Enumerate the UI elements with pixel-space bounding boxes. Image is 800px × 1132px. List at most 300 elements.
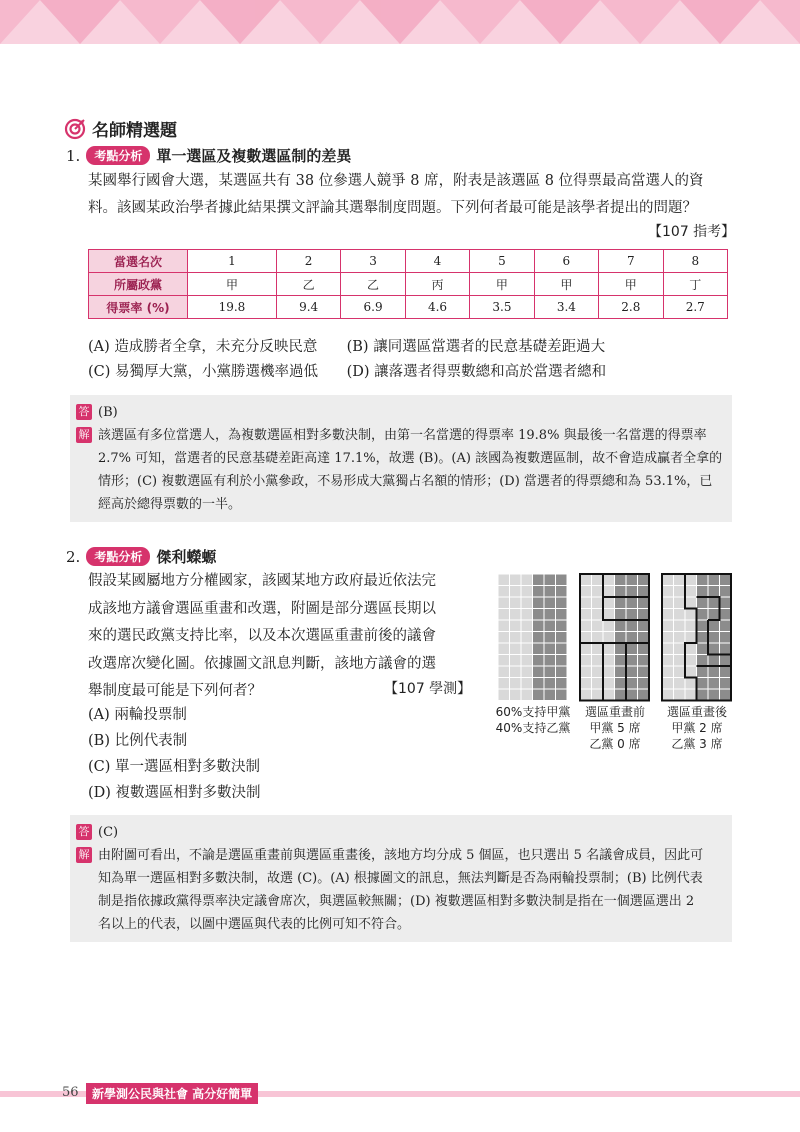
grid-cell: [603, 643, 615, 655]
grid-cell: [533, 678, 545, 690]
grid-cell: [603, 609, 615, 621]
grid-cell: [521, 666, 533, 678]
q2-stem-line: 假設某國屬地方分權國家，該國某地方政府最近依法完: [88, 573, 436, 589]
grid-cell: [580, 609, 592, 621]
grid-cell: [592, 586, 604, 598]
grid-cell: [592, 574, 604, 586]
grid-cell: [592, 632, 604, 644]
q2-option-a: (A) 兩輪投票制: [88, 707, 187, 723]
district-after-grid: [662, 574, 731, 701]
grid-cell: [674, 609, 686, 621]
grid-cell: [626, 655, 638, 667]
grid-cell: [615, 597, 627, 609]
grid-cell: [603, 689, 615, 701]
grid-cell: [533, 609, 545, 621]
table-cell: 19.8: [188, 296, 277, 319]
grid-cell: [592, 620, 604, 632]
q2-tag: 考點分析: [86, 547, 150, 566]
table-cell: 甲: [599, 273, 663, 296]
grid-cell: [685, 574, 697, 586]
q2-stem-line: 成該地方議會選區重畫和改選，附圖是部分選區長期以: [88, 600, 436, 617]
grid-cell: [544, 574, 556, 586]
grid-cell: [556, 678, 568, 690]
grid-cell: [533, 689, 545, 701]
grid-cell: [498, 586, 510, 598]
q2-explain-row: [76, 844, 726, 936]
grid-cell: [674, 620, 686, 632]
table-cell: 7: [599, 250, 663, 273]
grid-cell: [498, 689, 510, 701]
grid-cell: [708, 643, 720, 655]
q1-answer-box: [70, 395, 732, 522]
grid-cell: [626, 666, 638, 678]
grid-cell: [638, 597, 650, 609]
q2-explain-line: 由附圖可看出，不論是選區重畫前與選區重畫後，該地方均分成 5 個區，也只選出 5 名議會成員，因此可: [98, 848, 704, 863]
grid-cell: [615, 609, 627, 621]
grid-cell: [638, 574, 650, 586]
grid-cell: [521, 586, 533, 598]
q1-explain-row: [76, 424, 726, 516]
grid-cell: [615, 643, 627, 655]
grid-cell: [626, 586, 638, 598]
target-icon: [64, 118, 86, 140]
voter-support-grid: [498, 574, 567, 701]
grid-cell: [626, 620, 638, 632]
grid-cell: [674, 643, 686, 655]
q2-answer-row: [76, 821, 726, 844]
grid-cell: [498, 574, 510, 586]
q1-stem: [88, 168, 732, 222]
table-cell: 4.6: [405, 296, 469, 319]
grid-cell: [521, 643, 533, 655]
grid-cell: [720, 689, 732, 701]
grid-cell: [498, 666, 510, 678]
grid-cell: [556, 609, 568, 621]
table-row: [89, 250, 728, 273]
grid-cell: [615, 632, 627, 644]
q1-results-table: [88, 249, 728, 319]
table-row-header: 所屬政黨: [89, 273, 188, 296]
grid-cell: [674, 678, 686, 690]
grid-cell: [697, 666, 709, 678]
grid-cell: [708, 689, 720, 701]
table-cell: 乙: [341, 273, 405, 296]
table-row: [89, 296, 728, 319]
grid-cell: [615, 574, 627, 586]
grid-cell: [521, 574, 533, 586]
figure-label-line: 甲黨 5 席: [589, 721, 641, 735]
grid-cell: [603, 632, 615, 644]
grid-cell: [510, 666, 522, 678]
grid-cell: [685, 678, 697, 690]
grid-cell: [580, 666, 592, 678]
q1-stem-line: 料。該國某政治學者據此結果撰文評論其選舉制度問題。下列何者最可能是該學者提出的問題？: [88, 200, 697, 216]
series-title: 新學測公民與社會 高分好簡單: [86, 1083, 258, 1104]
grid-cell: [674, 597, 686, 609]
q2-explain-line: 名以上的代表，以圖中選區與代表的比例可知不符合。: [98, 917, 411, 932]
grid-cell: [533, 632, 545, 644]
table-cell: 1: [188, 250, 277, 273]
grid-cell: [533, 597, 545, 609]
grid-cell: [638, 655, 650, 667]
grid-cell: [580, 632, 592, 644]
grid-cell: [662, 655, 674, 667]
q2-number: 2.: [66, 547, 81, 566]
grid-cell: [697, 609, 709, 621]
grid-cell: [498, 632, 510, 644]
grid-cell: [592, 655, 604, 667]
explain-badge: 解: [76, 427, 92, 443]
grid-cell: [592, 689, 604, 701]
grid-cell: [674, 574, 686, 586]
grid-cell: [697, 643, 709, 655]
grid-cell: [580, 586, 592, 598]
q1-explain-line: 該選區有多位當選人，為複數選區相對多數決制，由第一名當選的得票率 19.8% 與最後一名當選的得票率: [98, 428, 707, 443]
table-cell: 4: [405, 250, 469, 273]
table-cell: 乙: [276, 273, 340, 296]
grid-cell: [592, 678, 604, 690]
grid-cell: [580, 655, 592, 667]
grid-cell: [685, 597, 697, 609]
q2-stem-line: 來的選民政黨支持比率，以及本次選區重畫前後的議會: [88, 628, 436, 644]
grid-cell: [533, 655, 545, 667]
grid-cell: [556, 597, 568, 609]
grid-cell: [580, 620, 592, 632]
grid-cell: [521, 632, 533, 644]
table-cell: 8: [663, 250, 727, 273]
grid-cell: [544, 689, 556, 701]
q2-title: 傑利蠑螈: [156, 548, 217, 566]
grid-cell: [521, 609, 533, 621]
grid-cell: [638, 620, 650, 632]
grid-cell: [498, 620, 510, 632]
grid-cell: [626, 574, 638, 586]
grid-cell: [708, 609, 720, 621]
table-cell: 甲: [188, 273, 277, 296]
grid-cell: [697, 632, 709, 644]
grid-cell: [638, 678, 650, 690]
grid-cell: [708, 574, 720, 586]
grid-cell: [685, 689, 697, 701]
grid-cell: [615, 678, 627, 690]
page-number: 56: [62, 1085, 79, 1100]
q2-header: [66, 546, 216, 567]
table-cell: 6: [534, 250, 598, 273]
figure-label-line: 選區重畫後: [666, 705, 727, 719]
header-decoration: [0, 0, 800, 44]
grid-cell: [533, 574, 545, 586]
grid-cell: [708, 678, 720, 690]
q2-explanation: [98, 844, 703, 936]
grid-cell: [615, 689, 627, 701]
section-heading: [64, 116, 177, 141]
grid-cell: [556, 620, 568, 632]
grid-cell: [533, 643, 545, 655]
grid-cell: [603, 586, 615, 598]
q2-stem-line: 舉制度最可能是下列何者？: [88, 683, 262, 699]
grid-cell: [662, 632, 674, 644]
grid-cell: [510, 678, 522, 690]
grid-cell: [510, 655, 522, 667]
q1-option-row: [88, 360, 606, 385]
grid-cell: [510, 620, 522, 632]
figure-label-line: 60%支持甲黨: [495, 705, 571, 719]
figure-label-line: 40%支持乙黨: [495, 721, 571, 735]
answer-badge: 答: [76, 824, 92, 840]
q1-answer: (B): [98, 405, 118, 420]
grid-cell: [662, 609, 674, 621]
q2-option-d: (D) 複數選區相對多數決制: [88, 785, 261, 801]
grid-cell: [685, 620, 697, 632]
q1-source: 【107 指考】: [648, 224, 736, 240]
figure-label-support: [488, 704, 578, 736]
grid-cell: [544, 597, 556, 609]
grid-cell: [674, 666, 686, 678]
grid-cell: [615, 666, 627, 678]
grid-cell: [592, 666, 604, 678]
grid-cell: [603, 620, 615, 632]
grid-cell: [697, 574, 709, 586]
grid-cell: [498, 655, 510, 667]
grid-cell: [592, 609, 604, 621]
grid-cell: [603, 574, 615, 586]
q1-option-c: (C) 易獨厚大黨，小黨勝選機率過低: [88, 364, 319, 380]
grid-cell: [674, 655, 686, 667]
grid-cell: [708, 620, 720, 632]
page-footer: [0, 1085, 800, 1105]
section-title: 名師精選題: [92, 121, 177, 141]
grid-cell: [697, 655, 709, 667]
q1-title: 單一選區及複數選區制的差異: [156, 147, 352, 165]
grid-cell: [603, 655, 615, 667]
grid-cell: [626, 643, 638, 655]
grid-cell: [697, 678, 709, 690]
grid-cell: [521, 689, 533, 701]
grid-cell: [533, 620, 545, 632]
grid-cell: [580, 643, 592, 655]
grid-cell: [685, 655, 697, 667]
grid-cell: [685, 609, 697, 621]
grid-cell: [720, 586, 732, 598]
q1-explanation: [98, 424, 722, 516]
grid-cell: [556, 689, 568, 701]
grid-cell: [544, 655, 556, 667]
grid-cell: [580, 678, 592, 690]
table-cell: 6.9: [341, 296, 405, 319]
grid-cell: [521, 678, 533, 690]
figure-label-line: 乙黨 0 席: [589, 737, 641, 751]
table-cell: 丁: [663, 273, 727, 296]
grid-cell: [674, 689, 686, 701]
grid-cell: [510, 689, 522, 701]
table-cell: 5: [470, 250, 534, 273]
grid-cell: [720, 597, 732, 609]
grid-cell: [592, 643, 604, 655]
district-before-grid: [580, 574, 649, 701]
grid-cell: [626, 689, 638, 701]
grid-cell: [720, 655, 732, 667]
q1-options: [88, 335, 606, 385]
table-cell: 丙: [405, 273, 469, 296]
grid-cell: [544, 609, 556, 621]
grid-cell: [720, 678, 732, 690]
grid-cell: [685, 666, 697, 678]
grid-cell: [626, 609, 638, 621]
grid-cell: [685, 632, 697, 644]
grid-cell: [533, 586, 545, 598]
figure-label-after: [656, 704, 738, 752]
grid-cell: [510, 643, 522, 655]
grid-cell: [662, 689, 674, 701]
q2-explain-line: 知為單一選區相對多數決制，故選 (C)。(A) 根據圖文的訊息，無法判斷是否為兩輪投票制；(B) 比例代表: [98, 871, 703, 886]
q1-explain-line: 2.7% 可知，當選者的民意基礎差距高達 17.1%，故選 (B)。(A) 該國為複數選區制，故不會造成贏者全拿的: [98, 451, 723, 466]
grid-cell: [662, 643, 674, 655]
grid-cell: [662, 597, 674, 609]
figure-label-before: [574, 704, 656, 752]
grid-cell: [615, 655, 627, 667]
grid-cell: [638, 632, 650, 644]
table-cell: 甲: [534, 273, 598, 296]
grid-cell: [626, 678, 638, 690]
grid-cell: [510, 609, 522, 621]
q2-options: [88, 702, 261, 806]
grid-cell: [662, 678, 674, 690]
figure-label-line: 選區重畫前: [584, 705, 645, 719]
q1-option-d: (D) 讓落選者得票數總和高於當選者總和: [346, 364, 607, 380]
grid-cell: [544, 678, 556, 690]
table-row-header: 得票率 (%): [89, 296, 188, 319]
q1-answer-row: [76, 401, 726, 424]
grid-cell: [521, 597, 533, 609]
grid-cell: [708, 597, 720, 609]
grid-cell: [603, 678, 615, 690]
grid-cell: [662, 620, 674, 632]
grid-cell: [662, 586, 674, 598]
table-row-header: 當選名次: [89, 250, 188, 273]
table-cell: 9.4: [276, 296, 340, 319]
grid-cell: [544, 632, 556, 644]
figure-label-line: 乙黨 3 席: [671, 737, 723, 751]
figure-label-line: 甲黨 2 席: [671, 721, 723, 735]
table-row: [89, 273, 728, 296]
grid-cell: [544, 643, 556, 655]
grid-cell: [544, 620, 556, 632]
table-cell: 甲: [470, 273, 534, 296]
grid-cell: [720, 632, 732, 644]
grid-cell: [556, 632, 568, 644]
q2-option-b: (B) 比例代表制: [88, 733, 188, 749]
q1-number: 1.: [66, 146, 81, 165]
grid-cell: [662, 574, 674, 586]
grid-cell: [556, 643, 568, 655]
grid-cell: [720, 620, 732, 632]
grid-cell: [708, 666, 720, 678]
grid-cell: [720, 643, 732, 655]
grid-cell: [544, 666, 556, 678]
grid-cell: [556, 666, 568, 678]
grid-cell: [720, 574, 732, 586]
table-cell: 2.8: [599, 296, 663, 319]
grid-cell: [626, 597, 638, 609]
q2-option-c: (C) 單一選區相對多數決制: [88, 759, 261, 775]
grid-cell: [638, 643, 650, 655]
grid-cell: [498, 678, 510, 690]
q2-source: 【107 學測】: [384, 681, 472, 697]
q2-answer: (C): [98, 825, 119, 840]
table-cell: 2.7: [663, 296, 727, 319]
grid-cell: [697, 597, 709, 609]
q1-option-a: (A) 造成勝者全拿，未充分反映民意: [88, 339, 318, 355]
grid-cell: [556, 655, 568, 667]
grid-cell: [697, 689, 709, 701]
grid-cell: [638, 609, 650, 621]
grid-cell: [662, 666, 674, 678]
grid-cell: [510, 597, 522, 609]
q2-explain-line: 制是指依據政黨得票率決定議會席次，與選區較無關；(D) 複數選區相對多數決制是指在一個選區選出 2: [98, 894, 695, 909]
q1-option-b: (B) 讓同選區當選者的民意基礎差距過大: [346, 339, 606, 355]
q1-explain-line: 情形；(C) 複數選區有利於小黨參政，不易形成大黨獨占名額的情形；(D) 當選者的得票總和為 53.1%，已: [98, 474, 713, 489]
grid-cell: [603, 597, 615, 609]
grid-cell: [510, 574, 522, 586]
grid-cell: [697, 586, 709, 598]
table-cell: 2: [276, 250, 340, 273]
grid-cell: [697, 620, 709, 632]
grid-cell: [510, 632, 522, 644]
grid-cell: [603, 666, 615, 678]
grid-cell: [626, 632, 638, 644]
q1-header: [66, 145, 351, 166]
grid-cell: [580, 597, 592, 609]
grid-cell: [674, 586, 686, 598]
grid-cell: [638, 586, 650, 598]
grid-cell: [685, 643, 697, 655]
grid-cell: [615, 586, 627, 598]
grid-cell: [638, 689, 650, 701]
q1-explain-line: 經高於總得票數的一半。: [98, 497, 242, 512]
grid-cell: [580, 689, 592, 701]
grid-cell: [498, 609, 510, 621]
grid-cell: [533, 666, 545, 678]
grid-cell: [638, 666, 650, 678]
table-cell: 3: [341, 250, 405, 273]
grid-cell: [720, 609, 732, 621]
grid-cell: [556, 574, 568, 586]
q2-stem-line: 改選席次變化圖。依據圖文訊息判斷，該地方議會的選: [88, 655, 436, 672]
grid-cell: [708, 655, 720, 667]
grid-cell: [498, 597, 510, 609]
grid-cell: [521, 655, 533, 667]
grid-cell: [708, 632, 720, 644]
table-cell: 3.4: [534, 296, 598, 319]
q1-option-row: [88, 335, 606, 360]
grid-cell: [498, 643, 510, 655]
grid-cell: [544, 586, 556, 598]
gerrymander-figure: [494, 572, 734, 702]
grid-cell: [521, 620, 533, 632]
table-cell: 3.5: [470, 296, 534, 319]
explain-badge: 解: [76, 847, 92, 863]
answer-badge: 答: [76, 404, 92, 420]
grid-cell: [615, 620, 627, 632]
q2-answer-box: [70, 815, 732, 942]
grid-cell: [580, 574, 592, 586]
grid-cell: [556, 586, 568, 598]
grid-cell: [720, 666, 732, 678]
q1-stem-line: 某國舉行國會大選，某選區共有 38 位參選人競爭 8 席，附表是該選區 8 位得票最高當選人的資: [88, 173, 704, 189]
grid-cell: [708, 586, 720, 598]
q1-tag: 考點分析: [86, 146, 150, 165]
grid-cell: [685, 586, 697, 598]
